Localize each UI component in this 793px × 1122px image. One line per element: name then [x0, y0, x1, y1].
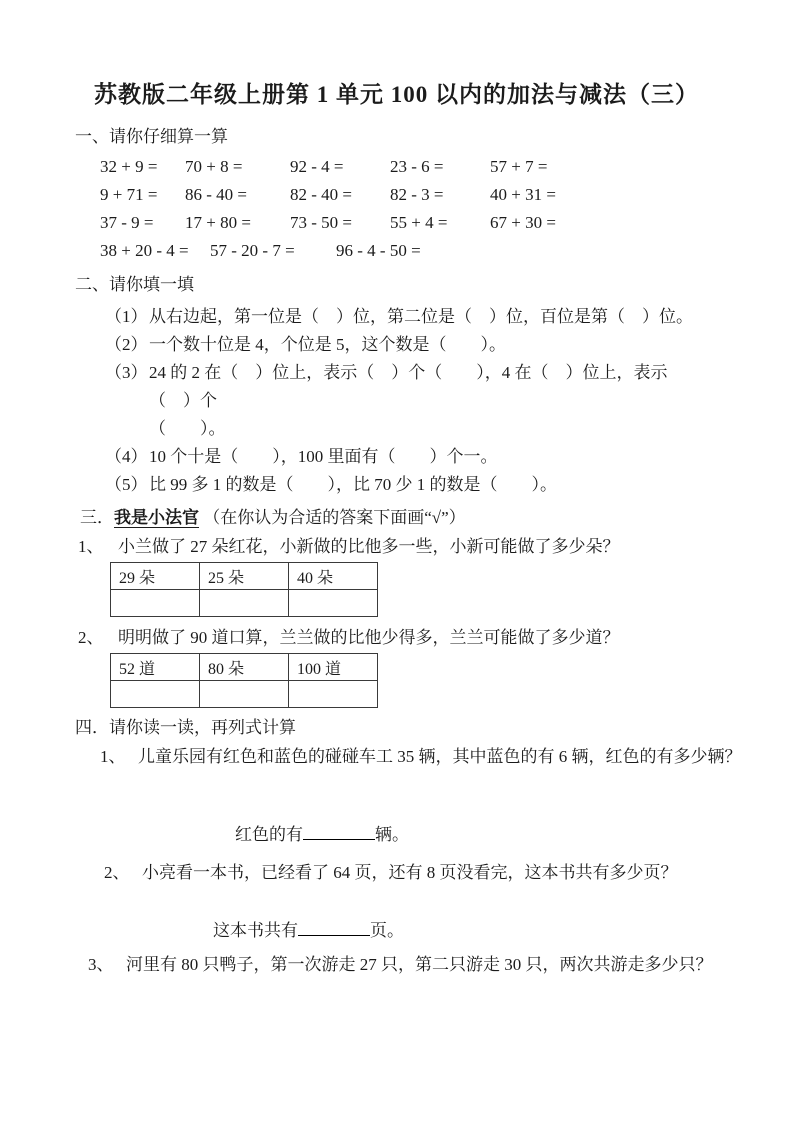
- fill-item-1: [105, 303, 793, 331]
- word-problem-2: [104, 860, 793, 886]
- section3-number: 三．: [80, 508, 114, 527]
- problem-text: 河里有 80 只鸭子，第一次游走 27 只，第二只游走 30 只，两次共游走多少只？: [126, 955, 713, 974]
- calc-row-2: [100, 181, 793, 209]
- item-text: 10 个十是（ ），100 里面有（ ）个一。: [149, 447, 498, 466]
- calc-expression: 92 - 4 =: [290, 157, 344, 176]
- question-text: 小兰做了 27 朵红花，小新做的比他多一些，小新可能做了多少朵？: [118, 537, 620, 556]
- answer-suffix: 页。: [370, 921, 404, 940]
- answer-line-2: [213, 918, 793, 944]
- option-cell: 29 朵: [111, 563, 200, 590]
- option-cell: 100 道: [289, 654, 378, 681]
- problem-text: 儿童乐园有红色和蓝色的碰碰车工 35 辆，其中蓝色的有 6 辆，红色的有多少辆？: [138, 747, 742, 766]
- answer-cell: [200, 590, 289, 617]
- section4-header: 四．请你读一读，再列式计算: [75, 718, 296, 737]
- judge-question: [78, 534, 793, 560]
- item-number: 1、: [78, 537, 104, 556]
- item-text: 从右边起，第一位是（ ）位，第二位是（ ）位，百位是第（ ）位。: [149, 307, 693, 326]
- item-number: （4）: [105, 447, 148, 466]
- fill-items: [0, 303, 793, 499]
- calc-expression: 57 + 7 =: [490, 157, 548, 176]
- answer-suffix: 辆。: [375, 825, 409, 844]
- calc-expression: 67 + 30 =: [490, 213, 556, 232]
- answer-blank: [298, 918, 370, 936]
- option-cell: 40 朵: [289, 563, 378, 590]
- fill-item-2: [105, 331, 793, 359]
- answer-cell: [111, 590, 200, 617]
- section3-note: （在你认为合适的答案下面画“√”）: [203, 508, 466, 527]
- answer-cell: [289, 681, 378, 708]
- fill-item-3-continuation: （ ）。: [149, 419, 226, 438]
- calc-expression: 86 - 40 =: [185, 185, 247, 204]
- options-table: [110, 653, 378, 708]
- calc-expression: 32 + 9 =: [100, 157, 158, 176]
- calc-row-1: [100, 153, 793, 181]
- item-number: （1）: [105, 307, 148, 326]
- option-cell: 80 朵: [200, 654, 289, 681]
- fill-item-3: [105, 359, 793, 415]
- answer-cell: [289, 590, 378, 617]
- section3-header: [80, 506, 793, 530]
- calc-expression: 82 - 3 =: [390, 185, 444, 204]
- item-text: 24 的 2 在（ ）位上，表示（ ）个（ ），4 在（ ）位上，表示（ ）个: [149, 363, 668, 410]
- calc-row-3: [100, 209, 793, 237]
- word-problem-3: [88, 952, 793, 978]
- item-number: 2、: [104, 863, 130, 882]
- calc-expression: 57 - 20 - 7 =: [210, 241, 295, 260]
- section3-title: 我是小法官: [114, 508, 199, 527]
- calc-expression: 17 + 80 =: [185, 213, 251, 232]
- calc-expression: 73 - 50 =: [290, 213, 352, 232]
- answer-blank: [303, 822, 375, 840]
- answer-prefix: 红色的有: [235, 825, 303, 844]
- judge-item-2: [0, 625, 793, 708]
- section2-header: 二、请你填一填: [75, 275, 194, 294]
- item-number: （3）: [105, 363, 148, 382]
- page-title: 苏教版二年级上册第 1 单元 100 以内的加法与减法（三）: [94, 82, 699, 107]
- answer-cell: [200, 681, 289, 708]
- question-text: 明明做了 90 道口算，兰兰做的比他少得多，兰兰可能做了多少道？: [118, 628, 620, 647]
- item-text: 比 99 多 1 的数是（ ），比 70 少 1 的数是（ ）。: [149, 475, 557, 494]
- calc-expression: 70 + 8 =: [185, 157, 243, 176]
- calc-expression: 38 + 20 - 4 =: [100, 241, 189, 260]
- answer-cell: [111, 681, 200, 708]
- option-cell: 25 朵: [200, 563, 289, 590]
- item-number: 3、: [88, 955, 114, 974]
- calc-expression: 23 - 6 =: [390, 157, 444, 176]
- options-table: [110, 562, 378, 617]
- calc-expression: 82 - 40 =: [290, 185, 352, 204]
- item-number: （2）: [105, 335, 148, 354]
- item-text: 一个数十位是 4，个位是 5，这个数是（ ）。: [149, 335, 506, 354]
- fill-item-5: [105, 471, 793, 499]
- calc-expression: 37 - 9 =: [100, 213, 154, 232]
- answer-prefix: 这本书共有: [213, 921, 298, 940]
- calc-expression: 55 + 4 =: [390, 213, 448, 232]
- calc-expression: 40 + 31 =: [490, 185, 556, 204]
- option-cell: 52 道: [111, 654, 200, 681]
- answer-line-1: [235, 822, 793, 848]
- fill-item-4: [105, 443, 793, 471]
- item-number: （5）: [105, 475, 148, 494]
- judge-item-1: [0, 534, 793, 617]
- item-number: 1、: [100, 747, 126, 766]
- calc-row-4: [100, 237, 793, 265]
- calc-expression: 96 - 4 - 50 =: [336, 241, 421, 260]
- judge-question: [78, 625, 793, 651]
- word-problem-1: [100, 744, 793, 770]
- problem-text: 小亮看一本书，已经看了 64 页，还有 8 页没看完，这本书共有多少页？: [142, 863, 678, 882]
- calc-expression: 9 + 71 =: [100, 185, 158, 204]
- item-number: 2、: [78, 628, 104, 647]
- section1-header: 一、请你仔细算一算: [75, 127, 228, 146]
